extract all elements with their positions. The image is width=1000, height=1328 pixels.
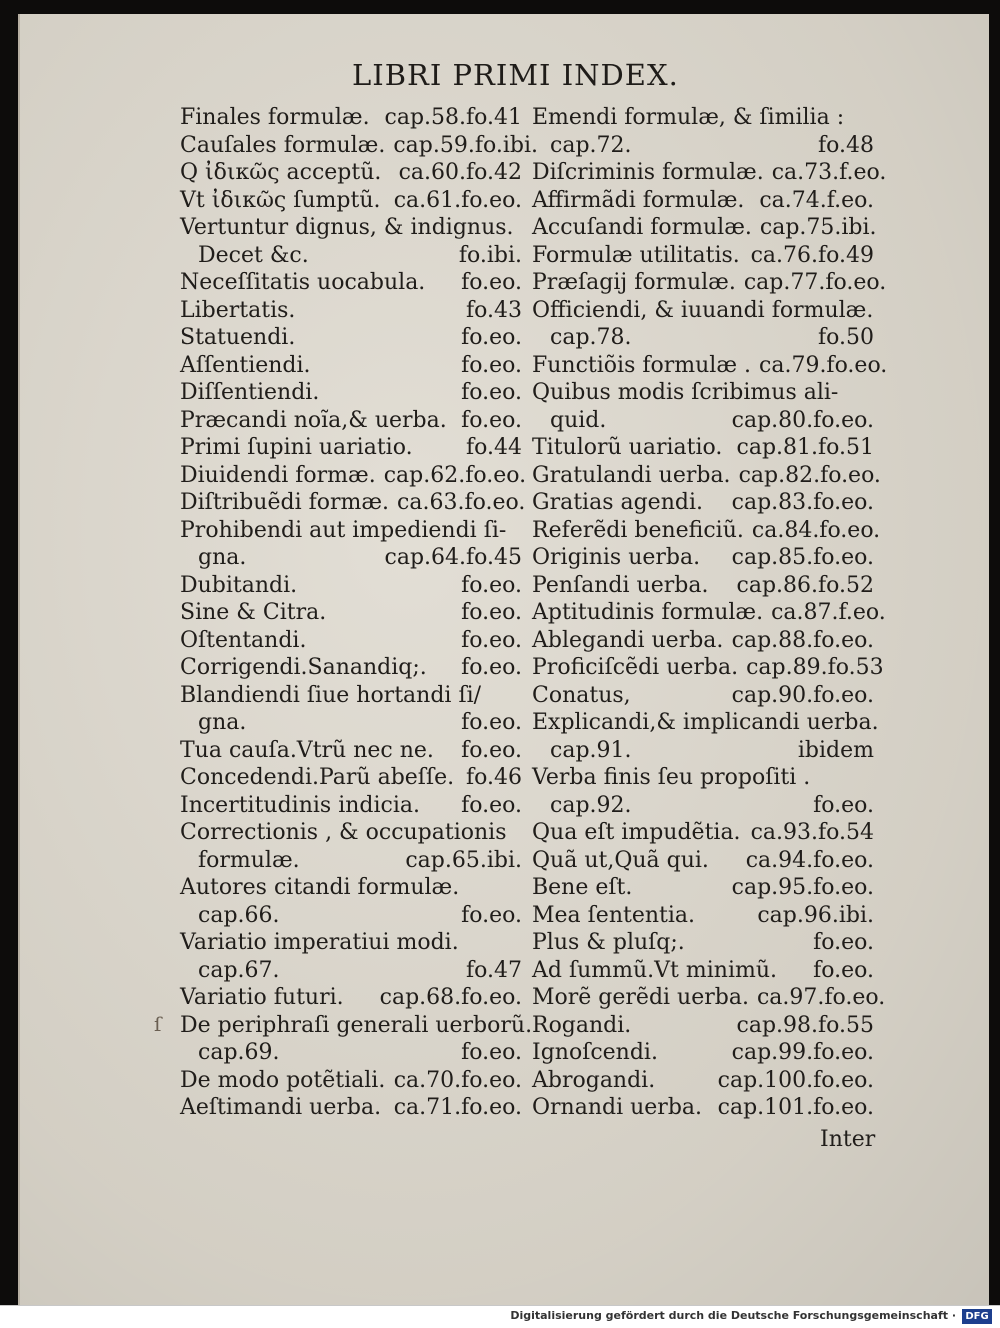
entry-label: Cauſales formulæ. [180,132,386,158]
index-entry [180,1039,522,1067]
index-entry [180,902,522,930]
entry-reference: ca.71.fo.eo. [393,1095,522,1120]
entry-reference: fo.eo. [461,627,522,653]
index-entry [180,269,522,297]
entry-reference: ibidem [797,737,874,763]
index-column-right [532,104,888,1122]
entry-label: gna. [198,545,247,570]
index-entry [180,874,522,902]
index-entry [180,792,522,820]
entry-label: Vertuntur dignus, & indignus. [180,215,514,240]
index-entry [180,847,522,875]
entry-label: Quibus modis ſcribimus ali- [532,380,839,405]
index-entry [180,132,539,160]
index-entry [532,544,874,572]
entry-reference: ca.70.fo.eo. [393,1067,522,1093]
entry-reference: ca.76.fo.49 [750,242,874,268]
entry-label: Titulorũ uariatio. [532,435,723,460]
entry-reference: cap.85.fo.eo. [731,545,874,570]
entry-reference: cap.83.fo.eo. [731,490,874,515]
entry-label: Correctionis , & occupationis [180,820,507,845]
index-entry [532,737,874,765]
index-entry [532,159,887,187]
index-entry [532,187,874,215]
entry-label: Verba finis ſeu propoſiti . [532,765,811,790]
entry-label: Diuidendi formæ. [180,462,376,488]
entry-label: cap.92. [550,792,632,818]
index-entry [180,434,522,462]
catchword: Inter [820,1127,876,1152]
index-entry [532,1012,874,1040]
entry-reference: cap.59.fo.ibi. [393,132,539,158]
entry-label: Formulæ utilitatis. [532,242,740,268]
index-entry [180,929,522,957]
index-entry [180,214,522,242]
entry-reference: fo.46 [466,765,522,790]
index-entry [180,984,522,1012]
entry-reference: cap.88.fo.eo. [731,627,874,653]
entry-label: gna. [198,710,247,735]
entry-reference: cap.77.fo.eo. [743,270,887,295]
index-entry [532,1094,874,1122]
entry-label: Proficiſcẽdi uerba. [532,655,739,680]
index-entry [532,242,874,270]
entry-label: Penſandi uerba. [532,572,709,598]
entry-reference: fo.eo. [813,792,874,818]
entry-label: Statuendi. [180,325,296,350]
entry-reference: ca.79.fo.eo. [759,352,888,378]
entry-label: Sine & Citra. [180,600,327,625]
entry-label: Dubitandi. [180,572,298,598]
entry-reference: cap.98.fo.55 [736,1012,874,1038]
entry-label: Blandiendi ſiue hortandi ſi/ [180,682,482,708]
entry-label: Variatio futuri. [180,985,344,1010]
entry-reference: fo.eo. [813,930,874,955]
index-entry [532,1067,874,1095]
entry-label: Ornandi uerba. [532,1095,703,1120]
entry-label: Oſtentandi. [180,627,307,653]
index-entry [180,489,526,517]
entry-label: Præcandi noĩa,& uerba. [180,407,447,433]
index-entry [532,654,884,682]
entry-label: Qua eſt impudẽtia. [532,820,741,845]
index-entry [180,654,522,682]
entry-label: Autores citandi formulæ. [180,875,460,900]
entry-reference: cap.95.fo.eo. [731,875,874,900]
entry-label: Tua cauſa.Vtrũ nec ne. [180,737,434,763]
entry-label: Variatio imperatiui modi. [180,930,459,955]
index-entry [532,517,881,545]
entry-label: Rogandi. [532,1012,632,1038]
entry-reference: cap.90.fo.eo. [731,682,874,708]
index-entry [180,957,522,985]
entry-reference: fo.eo. [461,792,522,818]
index-entry [180,297,522,325]
entry-reference: cap.86.fo.52 [736,572,874,598]
digitization-footer [0,1305,1000,1328]
entry-label: Prohibendi aut impediendi ſi- [180,517,507,543]
entry-label: Ignoſcendi. [532,1040,658,1065]
entry-reference: cap.65.ibi. [405,847,522,873]
index-entry [532,379,874,407]
entry-reference: fo.47 [466,957,522,983]
entry-label: cap.78. [550,325,632,350]
index-entry [532,489,874,517]
entry-label: cap.72. [550,132,632,158]
index-entry [532,297,874,325]
index-entry [180,709,522,737]
index-entry [180,682,522,710]
entry-label: Corrigendi.Sanandiq;. [180,655,427,680]
entry-reference: ca.84.fo.eo. [751,517,881,543]
entry-reference: fo.eo. [461,710,522,735]
entry-label: Officiendi, & iuuandi formulæ. [532,297,874,323]
entry-reference: ca.63.fo.eo. [397,490,526,515]
index-entry [532,792,874,820]
entry-label: Emendi formulæ, & ſimilia : [532,105,845,130]
entry-reference: fo.eo. [461,600,522,625]
index-entry [180,104,522,132]
entry-label: Diſſentiendi. [180,380,320,405]
entry-label: Abrogandi. [532,1067,656,1093]
entry-reference: cap.101.fo.eo. [717,1095,874,1120]
entry-reference: fo.eo. [461,352,522,378]
entry-label: formulæ. [198,847,300,873]
entry-reference: cap.68.fo.eo. [379,985,522,1010]
margin-mark: ſ [154,1012,162,1036]
entry-reference: cap.96.ibi. [757,902,874,928]
entry-reference: fo.eo. [461,325,522,350]
entry-label: Gratias agendi. [532,490,703,515]
entry-label: quid. [550,407,607,433]
index-entry [180,379,522,407]
entry-label: De modo potẽtiali. [180,1067,386,1093]
index-entry [180,517,522,545]
entry-reference: cap.100.fo.eo. [717,1067,874,1093]
entry-reference: fo.eo. [461,407,522,433]
entry-label: Originis uerba. [532,545,701,570]
index-entry [532,627,874,655]
entry-label: Accuſandi formulæ. [532,215,752,240]
entry-reference: fo.eo. [813,957,874,983]
index-entry [180,572,522,600]
entry-label: Incertitudinis indicia. [180,792,421,818]
index-entry [532,572,874,600]
entry-reference: fo.48 [818,132,874,158]
entry-reference: cap.64.fo.45 [384,545,522,570]
entry-label: Vt ἰδικῶς ſumptũ. [180,187,381,213]
entry-label: cap.69. [198,1040,280,1065]
entry-reference: fo.50 [818,325,874,350]
entry-reference: fo.eo. [461,1040,522,1065]
entry-reference: ca.61.fo.eo. [393,187,522,213]
index-entry [532,132,874,160]
entry-label: Concedendi.Parũ abeſſe. [180,765,455,790]
index-entry [180,544,522,572]
entry-reference: ca.60.fo.42 [398,160,522,185]
index-entry [532,847,874,875]
entry-label: cap.67. [198,957,280,983]
index-entry [532,104,874,132]
entry-label: Referẽdi beneficiũ. [532,517,744,543]
page-heading: LIBRI PRIMI INDEX. [352,58,679,92]
entry-reference: cap.80.fo.eo. [731,407,874,433]
index-entry [180,324,522,352]
index-entry [180,159,522,187]
entry-label: Aſſentiendi. [180,352,311,378]
index-entry [532,1039,874,1067]
entry-label: Aeſtimandi uerba. [180,1095,382,1120]
entry-label: Plus & pluſq;. [532,930,685,955]
index-entry [532,599,886,627]
entry-reference: fo.eo. [461,737,522,763]
index-entry [532,352,888,380]
index-entry [532,957,874,985]
entry-reference: fo.eo. [461,902,522,928]
entry-reference: cap.99.fo.eo. [731,1040,874,1065]
index-entry [180,764,522,792]
index-entry [532,764,874,792]
index-entry [180,187,522,215]
entry-label: Explicandi,& implicandi uerba. [532,710,879,735]
entry-reference: ca.97.fo.eo. [756,985,886,1010]
entry-reference: cap.81.fo.51 [736,435,874,460]
index-column-left [180,104,539,1122]
index-entry [180,627,522,655]
index-entry [180,1012,533,1040]
entry-label: Neceſſitatis uocabula. [180,270,426,295]
index-entry [180,242,522,270]
entry-reference: fo.eo. [461,572,522,598]
entry-reference: fo.44 [466,435,522,460]
entry-label: cap.66. [198,902,280,928]
entry-reference: cap.58.fo.41 [384,105,522,130]
entry-label: Decet &c. [198,242,309,268]
index-entry [532,819,874,847]
entry-label: Diſcriminis formulæ. [532,160,764,185]
entry-label: Ablegandi uerba. [532,627,724,653]
entry-reference: fo.eo. [461,655,522,680]
entry-label: Libertatis. [180,297,296,323]
index-entry [532,462,881,490]
index-entry [532,324,874,352]
index-entry [532,874,874,902]
index-entry [532,269,887,297]
entry-label: Mea ſententia. [532,902,696,928]
entry-reference: ca.73.f.eo. [771,160,887,185]
footer-credit: Digitalisierung gefördert durch die Deutsche Forschungsgemeinschaft · [510,1309,956,1322]
entry-label: Gratulandi uerba. [532,462,731,488]
entry-label: Affirmãdi formulæ. [532,187,745,213]
index-entry [532,214,877,242]
index-entry [180,1067,522,1095]
index-entry [180,407,522,435]
entry-label: Aptitudinis formulæ. [532,600,764,625]
entry-reference: cap.89.fo.53 [746,655,884,680]
index-entry [180,599,522,627]
entry-reference: ca.93.fo.54 [750,820,874,845]
entry-label: Conatus, [532,682,631,708]
entry-reference: cap.82.fo.eo. [738,462,881,488]
index-entry [532,929,874,957]
index-entry [532,407,874,435]
index-entry [532,434,874,462]
entry-label: Functiõis formulæ . [532,352,752,378]
entry-label: De periphraſi generali uerborũ. [180,1012,533,1038]
dfg-logo: DFG [962,1309,992,1324]
index-entry [532,984,886,1012]
entry-label: Morẽ gerẽdi uerba. [532,985,749,1010]
entry-reference: fo.ibi. [458,242,522,268]
entry-reference: cap.62.fo.eo. [383,462,527,488]
index-entry [532,682,874,710]
entry-reference: ca.94.fo.eo. [745,847,874,873]
entry-reference: fo.eo. [461,270,522,295]
entry-reference: ca.87.f.eo. [771,600,886,625]
index-entry [532,709,879,737]
index-entry [180,462,527,490]
entry-label: Præſagij formulæ. [532,270,736,295]
index-entry [180,1094,522,1122]
entry-label: Primi ſupini uariatio. [180,435,413,460]
index-entry [180,352,522,380]
entry-reference: fo.eo. [461,380,522,405]
entry-label: Ad ſummũ.Vt minimũ. [532,957,778,983]
index-entry [180,737,522,765]
entry-label: cap.91. [550,737,632,763]
entry-reference: cap.75.ibi. [759,215,877,240]
entry-reference: fo.43 [466,297,522,323]
entry-label: Bene eſt. [532,875,633,900]
entry-label: Quã ut,Quã qui. [532,847,709,873]
entry-reference: ca.74.f.eo. [759,187,874,213]
entry-label: Diſtribuẽdi formæ. [180,490,390,515]
index-entry [180,819,522,847]
entry-label: Q ἰδικῶς acceptũ. [180,160,382,185]
entry-label: Finales formulæ. [180,105,370,130]
index-entry [532,902,874,930]
